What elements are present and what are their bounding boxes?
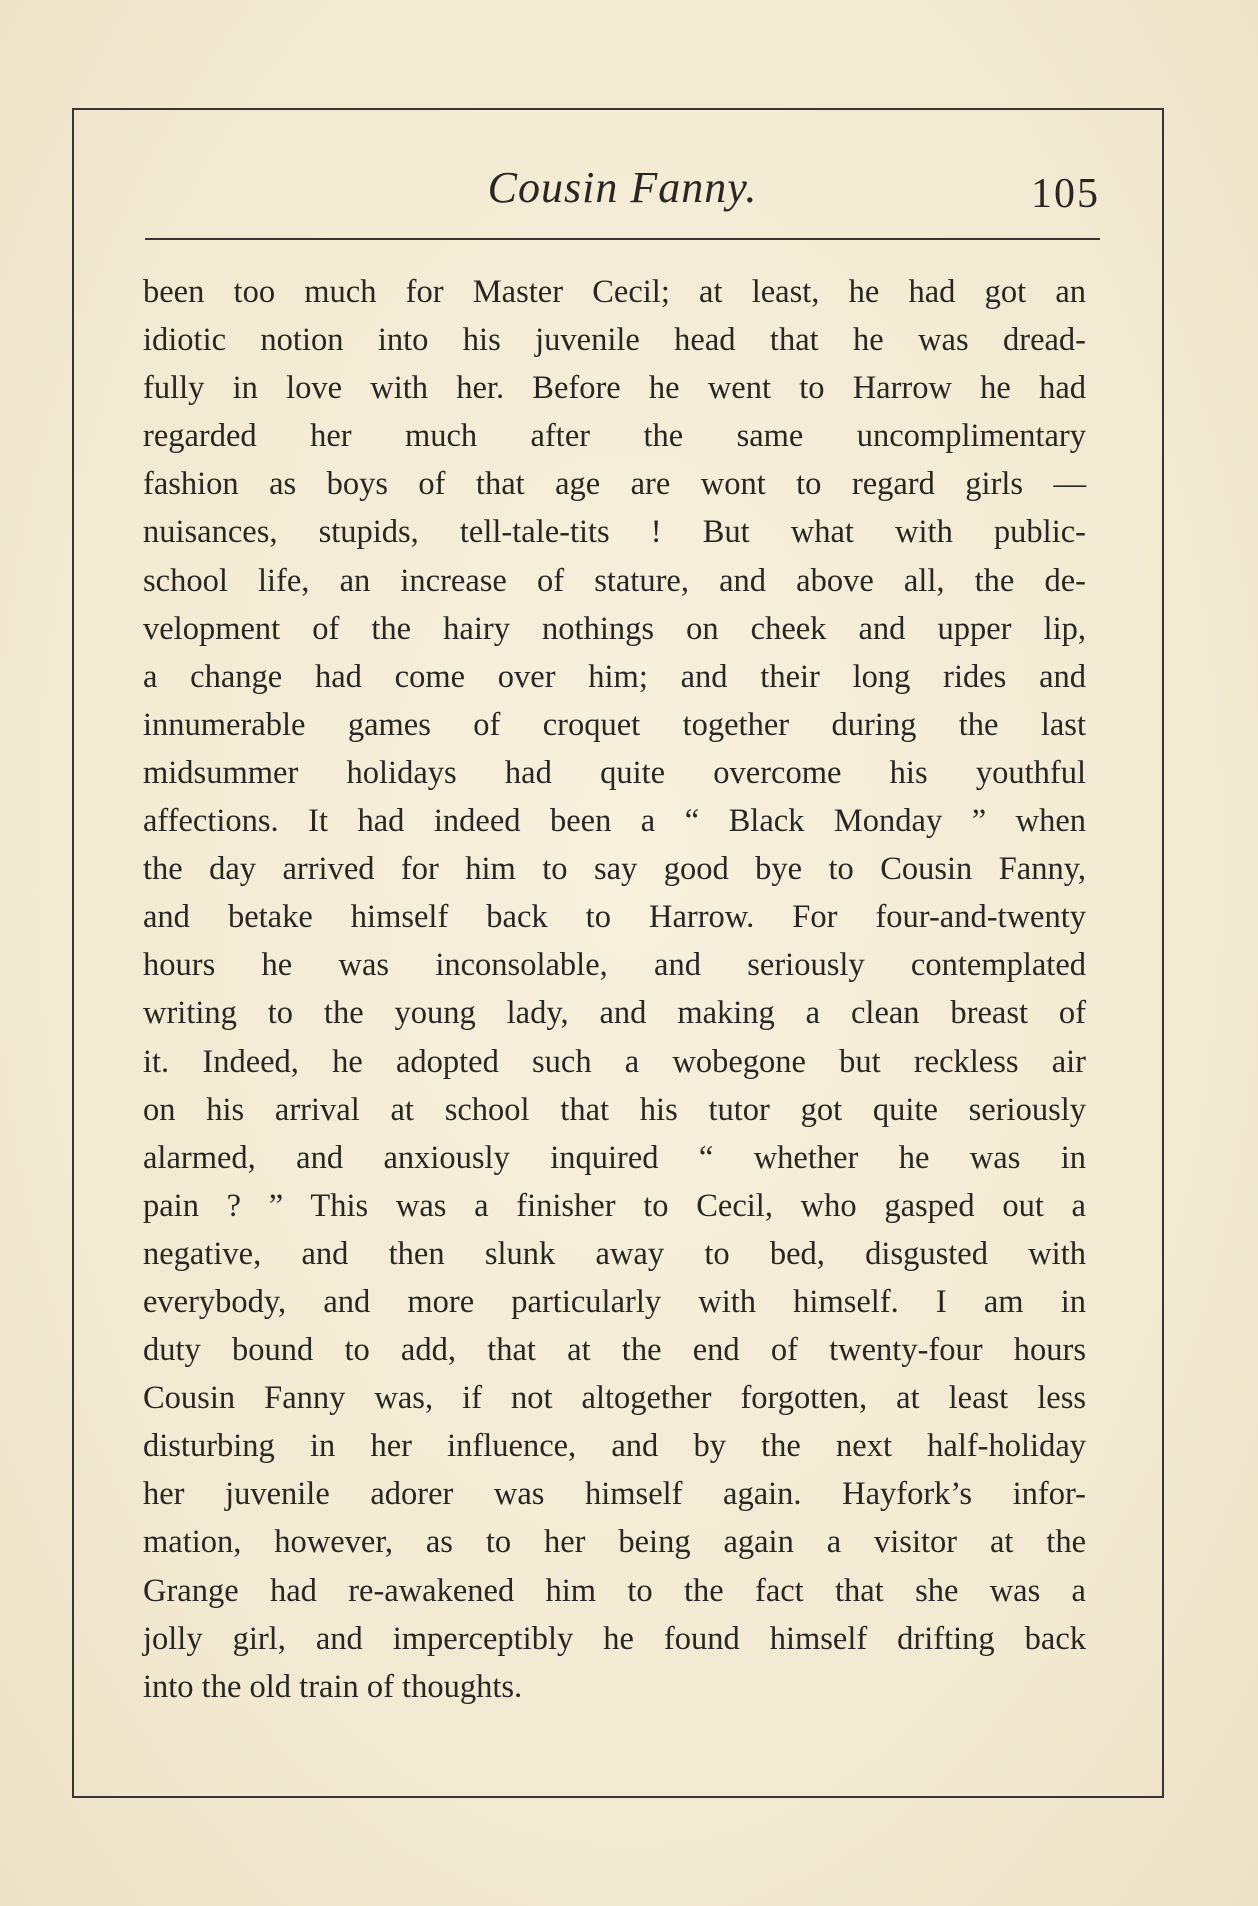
text-line: midsummer holidays had quite overcome his youthful xyxy=(143,754,1086,791)
text-line: fully in love with her. Before he went to Harrow he had xyxy=(143,370,1086,407)
text-line: mation, however, as to her being again a visitor at the xyxy=(143,1524,1086,1561)
text-line: school life, an increase of stature, and above all, the de- xyxy=(143,562,1086,599)
text-line: alarmed, and anxiously inquired “ whether he was in xyxy=(143,1139,1086,1176)
text-line: everybody, and more particularly with himself. I am in xyxy=(143,1283,1086,1320)
text-line: hours he was inconsolable, and seriously contemplated xyxy=(143,947,1086,984)
text-line: velopment of the hairy nothings on cheek and upper lip, xyxy=(143,610,1086,647)
text-line: her juvenile adorer was himself again. Hayfork’s infor- xyxy=(143,1476,1086,1513)
running-title: Cousin Fanny. xyxy=(487,163,758,212)
text-line: disturbing in her influence, and by the next half-holiday xyxy=(143,1428,1086,1465)
text-line: it. Indeed, he adopted such a wobegone but reckless air xyxy=(143,1043,1086,1080)
text-line: pain ? ” This was a finisher to Cecil, who gasped out a xyxy=(143,1187,1086,1224)
text-line: Grange had re-awakened him to the fact that she was a xyxy=(143,1572,1086,1609)
text-line: the day arrived for him to say good bye to Cousin Fanny, xyxy=(143,851,1086,888)
text-line: on his arrival at school that his tutor got quite seriously xyxy=(143,1091,1086,1128)
text-line: idiotic notion into his juvenile head that he was dread- xyxy=(143,322,1086,359)
text-line-last: into the old train of thoughts. xyxy=(143,1668,523,1705)
text-line: been too much for Master Cecil; at least, he had got an xyxy=(143,274,1086,310)
text-line: and betake himself back to Harrow. For four-and-twenty xyxy=(143,899,1086,936)
text-line: innumerable games of croquet together during the last xyxy=(143,706,1086,743)
text-line: fashion as boys of that age are wont to regard girls — xyxy=(143,466,1086,503)
body-text xyxy=(143,268,1086,1711)
text-line: duty bound to add, that at the end of twenty-four hours xyxy=(143,1332,1086,1369)
text-line: a change had come over him; and their long rides and xyxy=(143,658,1086,695)
text-line: jolly girl, and imperceptibly he found himself drifting back xyxy=(143,1620,1086,1657)
page-number: 105 xyxy=(1031,171,1100,217)
text-line: nuisances, stupids, tell-tale-tits ! But what with public- xyxy=(143,514,1086,551)
running-head xyxy=(145,158,1100,240)
text-line: regarded her much after the same uncomplimentary xyxy=(143,418,1086,455)
text-line: Cousin Fanny was, if not altogether forgotten, at least less xyxy=(143,1380,1086,1417)
text-line: negative, and then slunk away to bed, disgusted with xyxy=(143,1235,1086,1272)
text-line: affections. It had indeed been a “ Black Monday ” when xyxy=(143,803,1086,840)
text-line: writing to the young lady, and making a clean breast of xyxy=(143,995,1086,1032)
